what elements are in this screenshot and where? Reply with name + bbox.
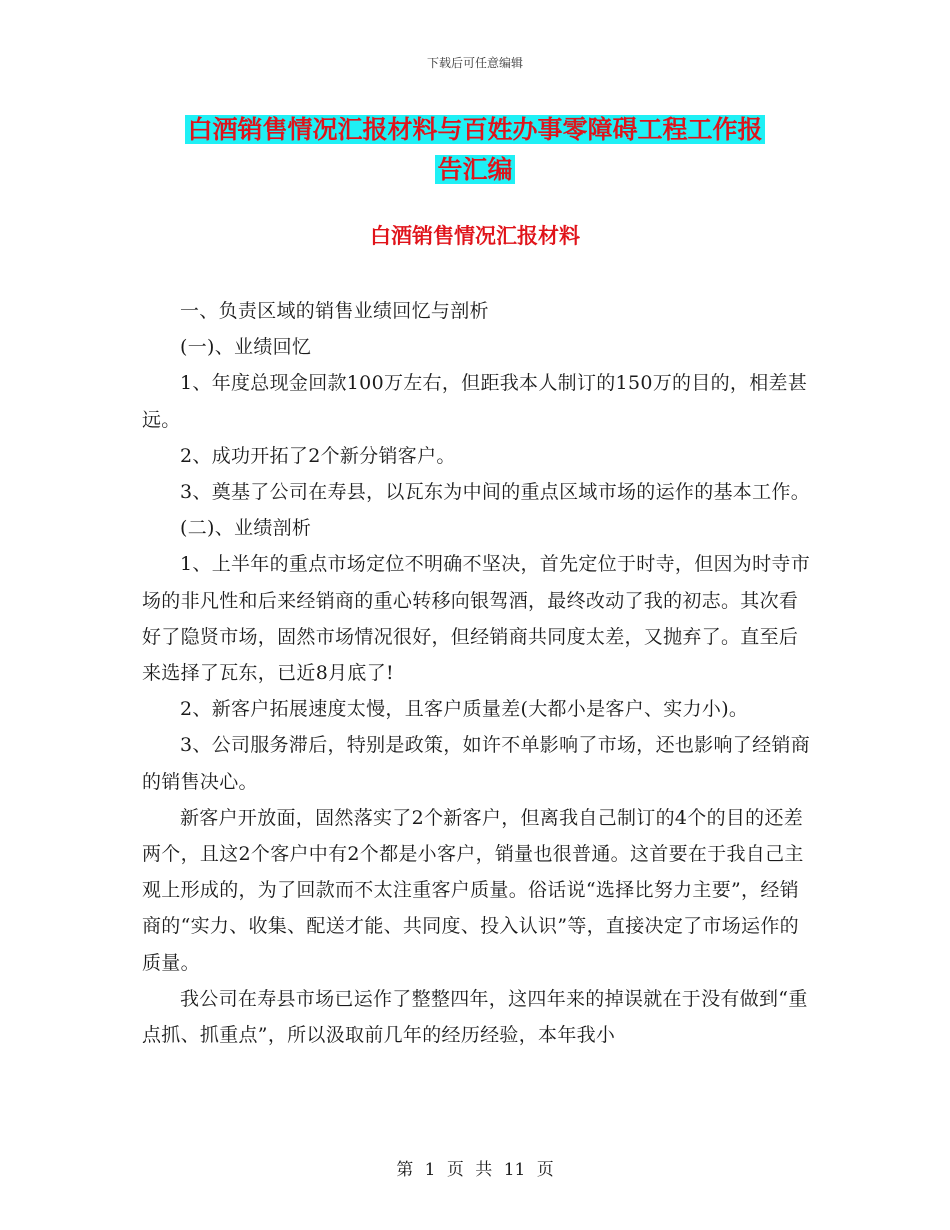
document-title-line-2: 告汇编 xyxy=(437,155,513,184)
paragraph: (二)、业绩剖析 xyxy=(180,517,312,540)
paragraph: 新客户开放面，固然落实了2个新客户，但离我自己制订的4个的目的还差两个，且这2个客户中有2个都是小客户，销量也很普通。这首要在于我自己主观上形成的，为了回款而不太注重客户质量。俗话说“选择比努力主要”，经销商的“实力、收集、配送才能、共同度、投入认识”等，直接决定了市场运作的质量。 xyxy=(142,806,804,974)
document-body xyxy=(142,293,814,1053)
page-footer: 第 1 页 共 11 页 xyxy=(396,1160,554,1180)
document-title xyxy=(0,110,950,190)
section-title: 白酒销售情况汇报材料 xyxy=(370,224,580,248)
paragraph: (一)、业绩回忆 xyxy=(180,336,312,359)
paragraph: 1、上半年的重点市场定位不明确不坚决，首先定位于时寺，但因为时寺市场的非凡性和后来经销商的重心转移向银驾酒，最终改动了我的初志。其次看好了隐贤市场，固然市场情况很好，但经销商共同度太差，又抛弃了。直至后来选择了瓦东，已近8月底了! xyxy=(142,553,810,685)
document-title-line-1: 白酒销售情况汇报材料与百姓办事零障碍工程工作报 xyxy=(187,115,763,144)
paragraph: 我公司在寿县市场已运作了整整四年，这四年来的掉误就在于没有做到“重点抓、抓重点”，所以汲取前几年的经历经验，本年我小 xyxy=(142,987,808,1047)
paragraph: 3、奠基了公司在寿县，以瓦东为中间的重点区域市场的运作的基本工作。 xyxy=(180,481,810,504)
paragraph: 3、公司服务滞后，特别是政策，如许不单影响了市场，还也影响了经销商的销售决心。 xyxy=(142,734,810,793)
paragraph: 1、年度总现金回款100万左右，但距我本人制订的150万的目的，相差甚远。 xyxy=(142,372,808,431)
paragraph: 2、新客户拓展速度太慢，且客户质量差(大都小是客户、实力小)。 xyxy=(180,698,749,721)
header-note: 下载后可任意编辑 xyxy=(426,56,523,70)
paragraph: 2、成功开拓了2个新分销客户。 xyxy=(180,444,456,467)
paragraph: 一、负责区域的销售业绩回忆与剖析 xyxy=(180,300,489,322)
